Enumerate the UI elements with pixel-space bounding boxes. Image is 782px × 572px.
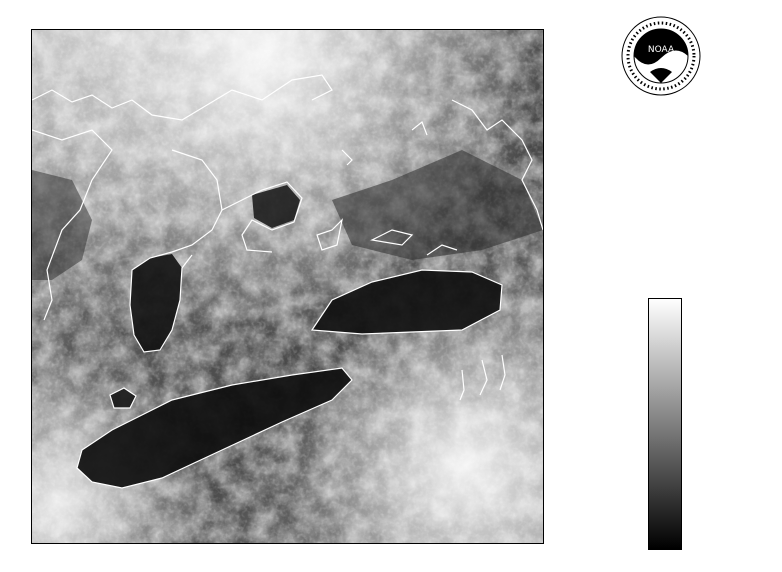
reflectance-colorbar (648, 298, 682, 550)
satellite-image-map (31, 29, 544, 544)
svg-text:NOAA: NOAA (647, 45, 675, 55)
noaa-logo (620, 14, 702, 110)
satellite-image (32, 30, 543, 543)
noaa-seal-icon (620, 14, 702, 110)
